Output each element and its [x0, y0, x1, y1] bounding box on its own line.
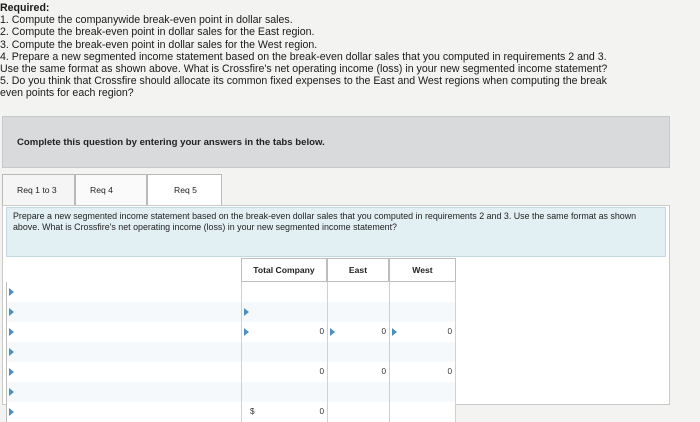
east-text: 0: [381, 367, 386, 376]
east-input[interactable]: [327, 282, 389, 302]
dropdown-arrow-icon: [9, 308, 14, 316]
table-row: [6, 362, 456, 382]
requirement-line-2: 2. Compute the break-even point in dollar sales for the East region.: [0, 26, 315, 39]
question-prompt: Prepare a new segmented income statement based on the break-even dollar sales that you computed in requirements 2 and 3. Use the same format as shown above. What is Crossfire's net operating income (loss) in your new segmented income statement?: [6, 207, 666, 257]
total-company-text: 0: [319, 407, 324, 416]
west-value: [389, 322, 456, 342]
total-company-value: [241, 322, 327, 342]
table-row: [6, 302, 456, 322]
requirements-text: [0, 2, 700, 100]
cell-marker-icon: [392, 328, 397, 336]
dropdown-arrow-icon: [9, 408, 14, 416]
segmented-income-table: [6, 258, 456, 416]
west-input[interactable]: [389, 382, 456, 402]
requirement-line-3: 3. Compute the break-even point in dollar sales for the West region.: [0, 38, 318, 51]
total-company-text: 0: [319, 367, 324, 376]
total-company-input[interactable]: [241, 282, 327, 302]
row-label-input[interactable]: [6, 362, 241, 382]
dropdown-arrow-icon: [9, 328, 14, 336]
row-label-input[interactable]: [6, 342, 241, 362]
east-value: [327, 362, 389, 382]
tab-req-4[interactable]: Req 4: [75, 174, 147, 206]
cell-marker-icon: [244, 308, 249, 316]
table-row: [6, 282, 456, 302]
requirement-line-1: 1. Compute the companywide break-even point in dollar sales.: [0, 14, 293, 27]
table-row: [6, 342, 456, 362]
requirement-line-4: 4. Prepare a new segmented income statement based on the break-even dollar sales that you computed in requirements 2 and 3.: [0, 50, 607, 63]
banner-text: Complete this question by entering your answers in the tabs below.: [17, 137, 325, 148]
dropdown-arrow-icon: [9, 388, 14, 396]
east-text: 0: [381, 327, 386, 336]
east-value: [327, 322, 389, 342]
west-value: [389, 362, 456, 382]
dropdown-arrow-icon: [9, 288, 14, 296]
total-company-value: [241, 402, 327, 422]
total-company-text: 0: [319, 327, 324, 336]
table-row: [6, 382, 456, 402]
east-input[interactable]: [327, 382, 389, 402]
requirement-line-5-cont: even points for each region?: [0, 87, 134, 100]
row-label-input[interactable]: [6, 322, 241, 342]
row-label-input[interactable]: [6, 282, 241, 302]
east-input[interactable]: [327, 342, 389, 362]
east-input[interactable]: [327, 402, 389, 422]
tab-req-5[interactable]: Req 5: [147, 174, 222, 206]
total-company-input[interactable]: [241, 382, 327, 402]
tab-req-1-to-3[interactable]: Req 1 to 3: [2, 174, 75, 206]
west-input[interactable]: [389, 282, 456, 302]
table-row: [6, 322, 456, 342]
header-total-company: Total Company: [241, 258, 327, 282]
row-label-input[interactable]: [6, 402, 241, 422]
cell-marker-icon: [244, 328, 249, 336]
header-east: East: [327, 258, 389, 282]
west-input[interactable]: [389, 402, 456, 422]
requirement-line-5: 5. Do you think that Crossfire should allocate its common fixed expenses to the East and West regions when computing the break: [0, 75, 607, 88]
west-text: 0: [447, 367, 452, 376]
dropdown-arrow-icon: [9, 368, 14, 376]
total-company-input[interactable]: [241, 342, 327, 362]
east-input[interactable]: [327, 302, 389, 322]
west-text: 0: [447, 327, 452, 336]
row-label-input[interactable]: [6, 382, 241, 402]
total-company-input[interactable]: [241, 302, 327, 322]
dropdown-arrow-icon: [9, 348, 14, 356]
header-west: West: [389, 258, 456, 282]
required-heading: Required:: [0, 2, 50, 14]
west-input[interactable]: [389, 302, 456, 322]
table-row: [6, 402, 456, 422]
requirement-line-4-cont: Use the same format as shown above. What is Crossfire's net operating income (loss) in your new segmented income statement?: [0, 63, 608, 76]
instruction-banner: [2, 116, 670, 168]
tab-panel: [2, 205, 670, 416]
cell-marker-icon: [330, 328, 335, 336]
row-label-input[interactable]: [6, 302, 241, 322]
west-input[interactable]: [389, 342, 456, 362]
total-company-value: [241, 362, 327, 382]
dollar-sign: $: [250, 407, 255, 416]
